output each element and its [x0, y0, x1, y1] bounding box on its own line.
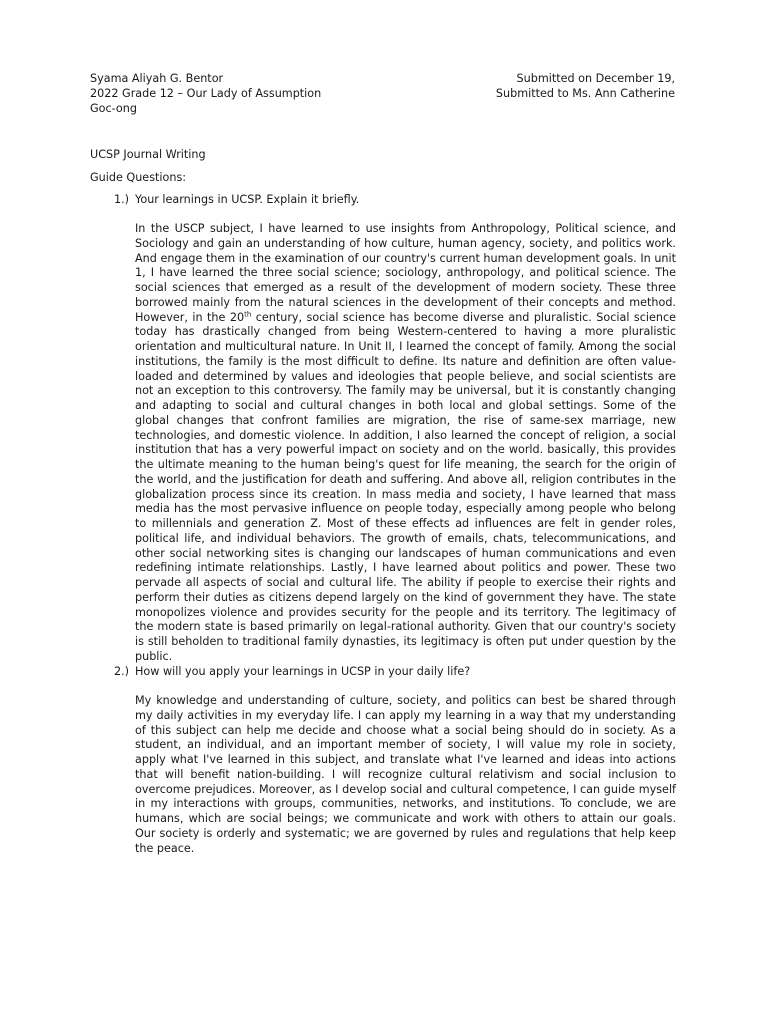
- guide-questions-label: Guide Questions:: [90, 171, 187, 184]
- document-header: [90, 72, 675, 117]
- question-1: [114, 193, 359, 208]
- teacher-surname: Goc-ong: [90, 102, 137, 115]
- answer-2: My knowledge and understanding of culture, society, and politics can best be shared through my daily activities in my everyday life. I can apply my learning in a way that my understanding of this subject can help me decide and choose what a social being should do in society. As a student, an individual, and an important member of society, I will value my role in society, apply what I've learned in this subject, and translate what I've learned and ideas into actions that will benefit nation-building. I will recognize cultural relativism and social inclusion to overcome prejudices. Moreover, as I develop social and cultural competence, I can guide myself in my interactions with groups, communities, networks, and institutions. To conclude, we are humans, which are social beings; we communicate and work with others to attain our goals. Our society is orderly and systematic; we are governed by rules and regulations that help keep the peace.: [135, 694, 676, 855]
- question-2-number: 2.): [114, 665, 130, 678]
- header-row-1: [90, 72, 675, 87]
- answer-1-superscript: th: [244, 309, 252, 318]
- question-1-number: 1.): [114, 193, 130, 206]
- question-2-text: How will you apply your learnings in UCSP in your daily life?: [135, 665, 471, 678]
- question-1-text: Your learnings in UCSP. Explain it briefly.: [135, 193, 360, 206]
- document-title: UCSP Journal Writing: [90, 148, 206, 161]
- answer-1-part-a: In the USCP subject, I have learned to use insights from Anthropology, Political science, and Sociology and gain an understanding of how culture, human agency, society, and politics work. And engage them in the examination of our country's current human development goals. In unit 1, I have learned the three social science; sociology, anthropology, and political science. The social sciences that emerged as a result of the development of modern society. These three borrowed mainly from the natural sciences in the development of their concepts and method. However, in the 20: [135, 222, 676, 324]
- header-row-3: [90, 102, 675, 117]
- submission-date: Submitted on December 19,: [516, 72, 675, 85]
- submitted-to: Submitted to Ms. Ann Catherine: [495, 87, 675, 100]
- header-row-2: [90, 87, 675, 102]
- grade-section: 2022 Grade 12 – Our Lady of Assumption: [90, 87, 322, 100]
- author-name: Syama Aliyah G. Bentor: [90, 72, 224, 85]
- answer-1: [135, 222, 676, 665]
- question-2: [114, 665, 470, 680]
- answer-1-part-b: century, social science has become diverse and pluralistic. Social science today has drastically changed from being Western-centered to having a more pluralistic orientation and multicultural nature. In Unit II, I learned the concept of family. Among the social institutions, the family is the most difficult to define. Its nature and definition are often value-loaded and determined by values and ideologies that people believe, and social scientists are not an exception to this controversy. The family may be universal, but it is constantly changing and adapting to social and cultural changes in both local and global settings. Some of the global changes that confront families are migration, the rise of same-sex marriage, new technologies, and domestic violence. In addition, I also learned the concept of religion, a social institution that has a very powerful impact on society and on the world. basically, this provides the ultimate meaning to the human being's quest for life meaning, the search for the origin of the world, and the justification for death and suffering. And above all, religion contributes in the globalization process since its creation. In mass media and society, I have learned that mass media has the most pervasive influence on people today, especially among people who belong to millennials and generation Z. Most of these effects ad influences are felt in gender roles, political life, and individual behaviors. The growth of emails, chats, telecommunications, and other social networking sites is changing our landscapes of human communications and even redefining intimate relationships. Lastly, I have learned about politics and power. These two pervade all aspects of social and cultural life. The ability if people to exercise their rights and perform their duties as citizens depend largely on the kind of government they have. The state monopolizes violence and provides security for the people and its territory. The legitimacy of the modern state is based primarily on legal-rational authority. Given that our country's society is still beholden to traditional family dynasties, its legitimacy is often put under question by the public.: [135, 310, 676, 663]
